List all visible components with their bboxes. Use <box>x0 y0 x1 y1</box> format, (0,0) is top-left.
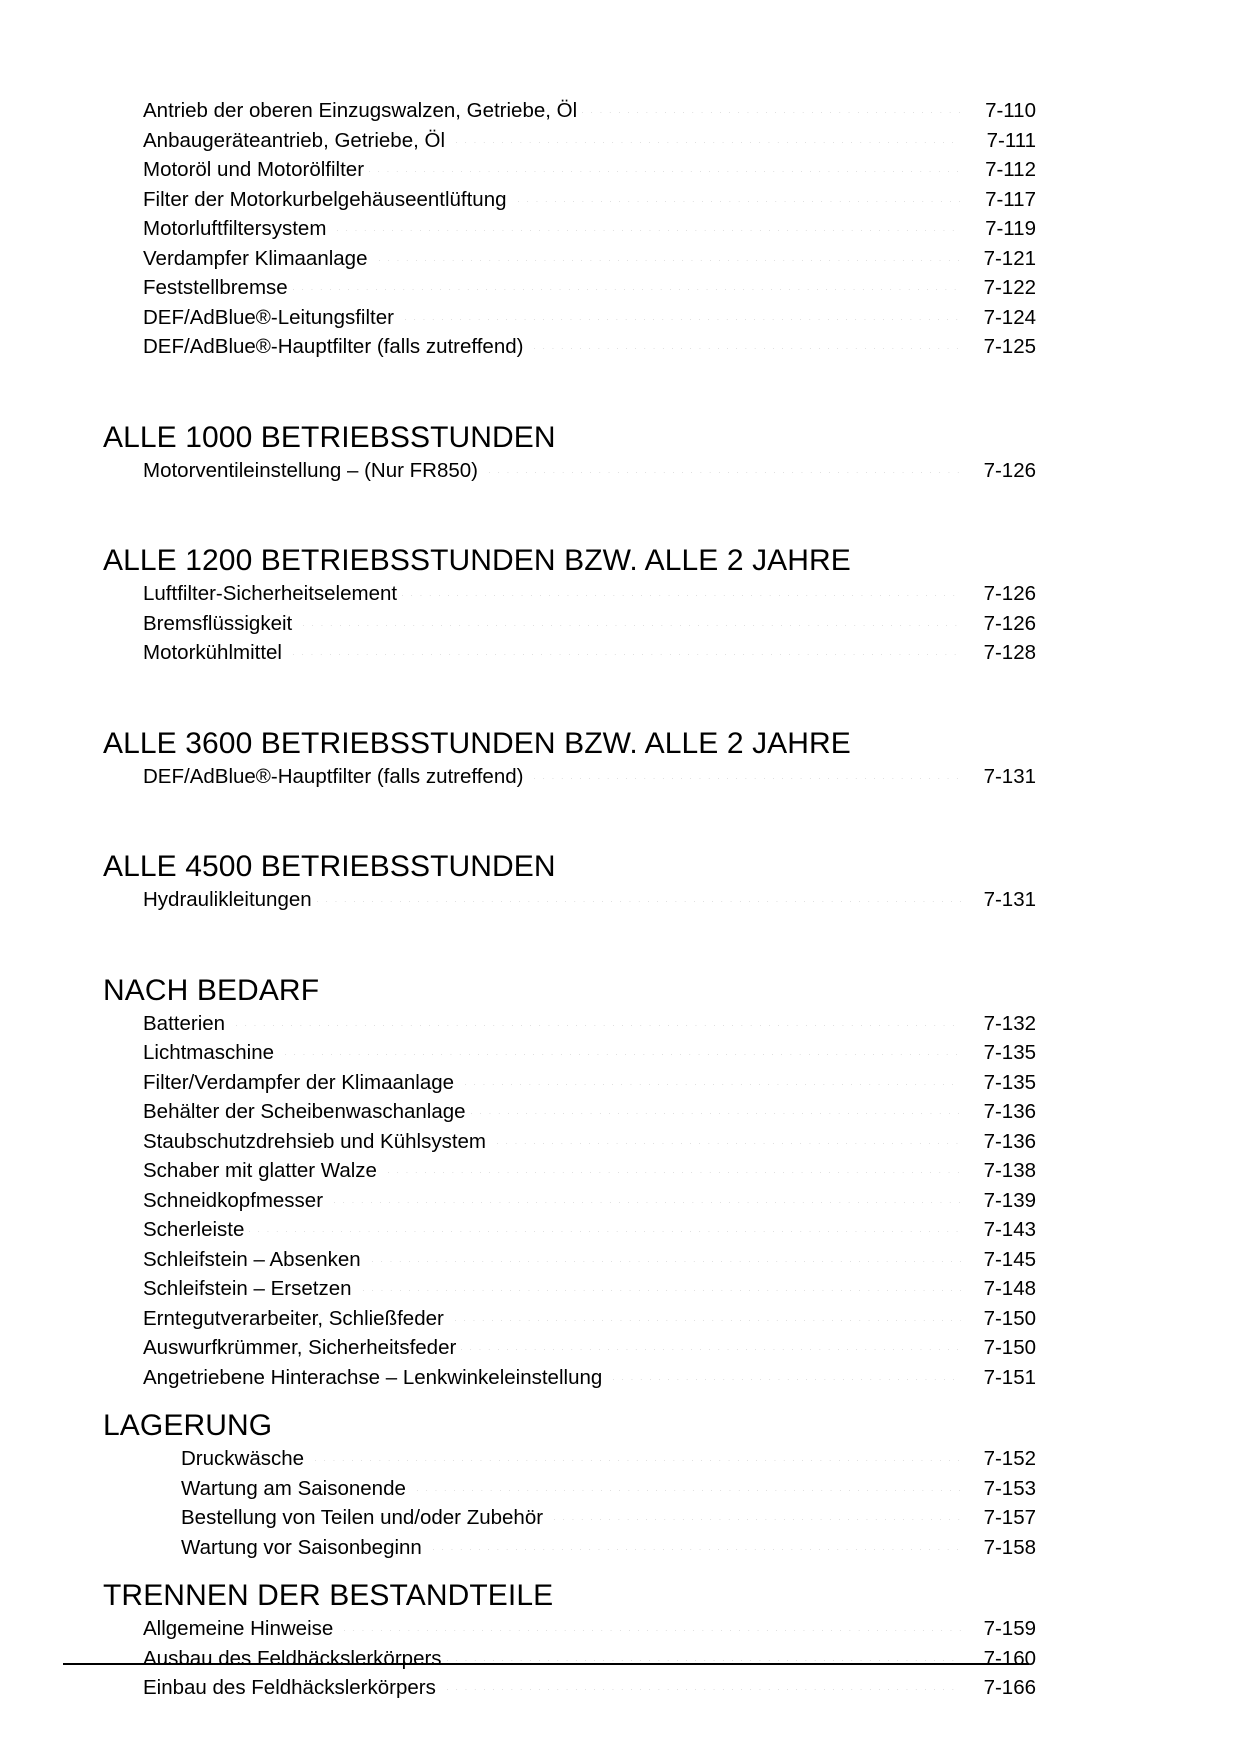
toc-section-list <box>103 362 1036 1703</box>
toc-entry[interactable] <box>103 609 1036 639</box>
toc-entry-label: Schaber mit glatter Walze <box>143 1159 377 1182</box>
toc-entry[interactable] <box>103 332 1036 362</box>
toc-entry[interactable] <box>103 1614 1036 1644</box>
toc-dot-leader <box>299 625 961 626</box>
toc-dot-leader <box>384 1172 961 1173</box>
toc-entry-page-number: 7-110 <box>985 99 1036 122</box>
toc-entry-label: DEF/AdBlue®-Leitungsfilter <box>143 305 394 329</box>
toc-entry[interactable] <box>103 1127 1036 1157</box>
toc-entry-label: Behälter der Scheibenwaschanlage <box>143 1100 466 1123</box>
toc-entry-label: Auswurfkrümmer, Sicherheitsfeder <box>143 1336 457 1359</box>
toc-entry-label: DEF/AdBlue®-Hauptfilter (falls zutreffend) <box>143 335 524 358</box>
toc-dot-leader <box>398 595 961 596</box>
toc-entry-label: Batterien <box>143 1011 226 1035</box>
toc-entry[interactable] <box>103 1186 1036 1216</box>
toc-entry-page-number: 7-124 <box>983 305 1036 329</box>
toc-section-heading: TRENNEN DER BESTANDTEILE <box>103 1579 554 1612</box>
toc-entry-label: Druckwäsche <box>181 1447 305 1470</box>
toc-entry-page-number: 7-121 <box>983 246 1036 270</box>
toc-dot-leader <box>359 1290 961 1291</box>
toc-entry[interactable] <box>103 1156 1036 1186</box>
toc-entry[interactable] <box>103 155 1036 185</box>
toc-entry[interactable] <box>103 885 1036 915</box>
toc-entry-page-number: 7-122 <box>983 276 1036 299</box>
toc-entry[interactable] <box>103 1215 1036 1245</box>
toc-dot-leader <box>493 1143 961 1144</box>
toc-entry-label: Schneidkopfmesser <box>143 1188 324 1212</box>
toc-entry-page-number: 7-136 <box>983 1100 1036 1123</box>
toc-entry-page-number: 7-153 <box>983 1476 1036 1500</box>
toc-entry[interactable] <box>103 1097 1036 1127</box>
toc-dot-leader <box>281 1054 961 1055</box>
toc-entry-page-number: 7-136 <box>983 1129 1036 1153</box>
toc-entry-label: Hydraulikleitungen <box>143 888 312 911</box>
toc-entry-page-number: 7-132 <box>983 1011 1036 1035</box>
section-spacer <box>103 668 1036 726</box>
toc-entry[interactable] <box>103 456 1036 486</box>
toc-entry-label: Anbaugeräteantrieb, Getriebe, Öl <box>143 128 445 152</box>
toc-entry-label: Schleifstein – Ersetzen <box>143 1277 352 1300</box>
toc-entry[interactable] <box>103 244 1036 274</box>
toc-entry[interactable] <box>103 1644 1036 1674</box>
toc-entry-page-number: 7-151 <box>983 1365 1036 1389</box>
toc-dot-leader <box>429 1549 961 1550</box>
toc-dot-leader <box>530 348 961 349</box>
toc-entry-label: Allgemeine Hinweise <box>143 1617 334 1640</box>
toc-section-heading: LAGERUNG <box>103 1409 273 1442</box>
toc-entry[interactable] <box>103 96 1036 126</box>
toc-entry-label: Einbau des Feldhäckslerkörpers <box>143 1676 436 1699</box>
toc-entry[interactable] <box>103 1333 1036 1363</box>
toc-dot-leader <box>443 1689 961 1690</box>
toc-entry[interactable] <box>103 303 1036 333</box>
section-spacer <box>103 915 1036 973</box>
toc-dot-leader <box>289 289 961 290</box>
toc-dot-leader <box>578 112 961 113</box>
toc-entry[interactable] <box>103 1503 1036 1533</box>
toc-entry-label: Schleifstein – Absenken <box>143 1247 361 1271</box>
toc-entry-label: Filter/Verdampfer der Klimaanlage <box>143 1070 455 1094</box>
toc-entry-label: Ausbau des Feldhäckslerkörpers <box>143 1646 442 1670</box>
toc-dot-leader <box>245 1231 961 1232</box>
toc-entry-label: Wartung vor Saisonbeginn <box>181 1535 422 1559</box>
toc-dot-leader <box>451 1320 961 1321</box>
toc-entry-page-number: 7-145 <box>983 1247 1036 1271</box>
toc-section-heading: ALLE 4500 BETRIEBSSTUNDEN <box>103 850 556 883</box>
toc-entry-label: Erntegutverarbeiter, Schließfeder <box>143 1306 444 1330</box>
toc-entry-page-number: 7-166 <box>983 1676 1036 1699</box>
toc-entry-page-number: 7-148 <box>983 1277 1036 1300</box>
toc-entry-page-number: 7-158 <box>983 1535 1036 1559</box>
toc-entry-page-number: 7-125 <box>983 335 1036 358</box>
toc-entry-label: Verdampfer Klimaanlage <box>143 246 368 270</box>
toc-entry-label: Luftfilter-Sicherheitselement <box>143 582 398 605</box>
toc-entry-label: Wartung am Saisonende <box>181 1476 406 1500</box>
toc-entry[interactable] <box>103 1474 1036 1504</box>
toc-entry-page-number: 7-160 <box>983 1646 1036 1670</box>
toc-entry[interactable] <box>103 1363 1036 1393</box>
toc-dot-leader <box>457 1349 961 1350</box>
toc-dot-leader <box>443 1660 961 1661</box>
toc-entry-page-number: 7-152 <box>983 1447 1036 1470</box>
toc-entry[interactable] <box>103 185 1036 215</box>
toc-entry-page-number: 7-126 <box>983 611 1036 635</box>
toc-entry-page-number: 7-135 <box>983 1070 1036 1094</box>
toc-section-heading: NACH BEDARF <box>103 973 320 1007</box>
toc-entry-page-number: 7-128 <box>983 641 1036 664</box>
toc-entry-page-number: 7-126 <box>983 458 1036 482</box>
toc-entry[interactable] <box>103 1009 1036 1039</box>
toc-dot-leader <box>330 1202 961 1203</box>
section-spacer <box>103 362 1036 420</box>
toc-entry-page-number: 7-135 <box>983 1041 1036 1064</box>
toc-entry[interactable] <box>103 1673 1036 1703</box>
toc-dot-leader <box>289 654 961 655</box>
toc-dot-leader <box>550 1519 961 1520</box>
toc-entry[interactable] <box>103 214 1036 244</box>
toc-entry-label: Angetriebene Hinterachse – Lenkwinkeleinstellung <box>143 1365 603 1389</box>
toc-entry[interactable] <box>103 1274 1036 1304</box>
toc-entry-label: Motorventileinstellung – (Nur FR850) <box>143 458 478 482</box>
toc-entry[interactable] <box>103 1444 1036 1474</box>
toc-entry[interactable] <box>103 579 1036 609</box>
toc-dot-leader <box>530 778 961 779</box>
toc-dot-leader <box>232 1025 961 1026</box>
toc-entry[interactable] <box>103 273 1036 303</box>
toc-entry-page-number: 7-139 <box>983 1188 1036 1212</box>
toc-dot-leader <box>401 319 961 320</box>
toc-entry-page-number: 7-157 <box>983 1506 1036 1529</box>
toc-dot-leader <box>413 1490 961 1491</box>
toc-dot-leader <box>311 1460 961 1461</box>
toc-entry-page-number: 7-119 <box>985 217 1036 240</box>
toc-dot-leader <box>340 1630 961 1631</box>
toc-section-heading: ALLE 3600 BETRIEBSSTUNDEN BZW. ALLE 2 JAHRE <box>103 726 851 760</box>
table-of-contents <box>103 96 1036 1703</box>
toc-entry-page-number: 7-150 <box>983 1306 1036 1330</box>
toc-entry-page-number: 7-117 <box>985 187 1036 211</box>
toc-section-heading: ALLE 1200 BETRIEBSSTUNDEN BZW. ALLE 2 JAHRE <box>103 544 851 577</box>
toc-entry-label: Lichtmaschine <box>143 1041 275 1064</box>
toc-entry-label: Feststellbremse <box>143 276 288 299</box>
toc-entry-page-number: 7-112 <box>985 158 1036 181</box>
toc-entry-label: Scherleiste <box>143 1218 245 1241</box>
toc-entry-page-number: 7-126 <box>983 582 1036 605</box>
footer-divider-rule <box>63 1663 1029 1665</box>
toc-dot-leader <box>313 901 961 902</box>
toc-entry[interactable] <box>103 126 1036 156</box>
toc-entry[interactable] <box>103 638 1036 668</box>
toc-dot-leader <box>452 142 961 143</box>
toc-entry-page-number: 7-131 <box>983 764 1036 788</box>
toc-entry-label: Bremsflüssigkeit <box>143 611 293 635</box>
toc-entry-label: DEF/AdBlue®-Hauptfilter (falls zutreffend) <box>143 764 524 788</box>
toc-dot-leader <box>365 171 961 172</box>
toc-entry-page-number: 7-138 <box>983 1159 1036 1182</box>
toc-entry-page-number: 7-150 <box>983 1336 1036 1359</box>
toc-dot-leader <box>368 1261 961 1262</box>
toc-entry-page-number: 7-159 <box>983 1617 1036 1640</box>
toc-intro-entry-list <box>103 96 1036 362</box>
toc-entry-label: Motoröl und Motorölfilter <box>143 158 365 181</box>
toc-entry[interactable] <box>103 1304 1036 1334</box>
toc-entry-label: Staubschutzdrehsieb und Kühlsystem <box>143 1129 487 1153</box>
toc-dot-leader <box>485 472 961 473</box>
toc-dot-leader <box>375 260 962 261</box>
toc-entry[interactable] <box>103 1068 1036 1098</box>
toc-entry-label: Motorluftfiltersystem <box>143 217 327 240</box>
section-spacer <box>103 1392 1036 1408</box>
toc-entry[interactable] <box>103 1038 1036 1068</box>
toc-entry[interactable] <box>103 762 1036 792</box>
toc-dot-leader <box>609 1379 961 1380</box>
section-spacer <box>103 485 1036 543</box>
toc-entry[interactable] <box>103 1533 1036 1563</box>
toc-entry-label: Filter der Motorkurbelgehäuseentlüftung <box>143 187 507 211</box>
toc-entry-label: Bestellung von Teilen und/oder Zubehör <box>181 1506 544 1529</box>
section-spacer <box>103 791 1036 849</box>
section-spacer <box>103 1562 1036 1578</box>
toc-dot-leader <box>461 1084 961 1085</box>
toc-entry-label: Antrieb der oberen Einzugswalzen, Getriebe, Öl <box>143 99 578 122</box>
toc-section-heading: ALLE 1000 BETRIEBSSTUNDEN <box>103 420 556 454</box>
toc-dot-leader <box>514 201 961 202</box>
toc-entry-label: Motorkühlmittel <box>143 641 282 664</box>
toc-entry-page-number: 7-111 <box>986 128 1036 152</box>
toc-entry[interactable] <box>103 1245 1036 1275</box>
toc-entry-page-number: 7-143 <box>983 1218 1036 1241</box>
toc-dot-leader <box>467 1113 961 1114</box>
toc-dot-leader <box>333 230 961 231</box>
toc-entry-page-number: 7-131 <box>983 888 1036 911</box>
